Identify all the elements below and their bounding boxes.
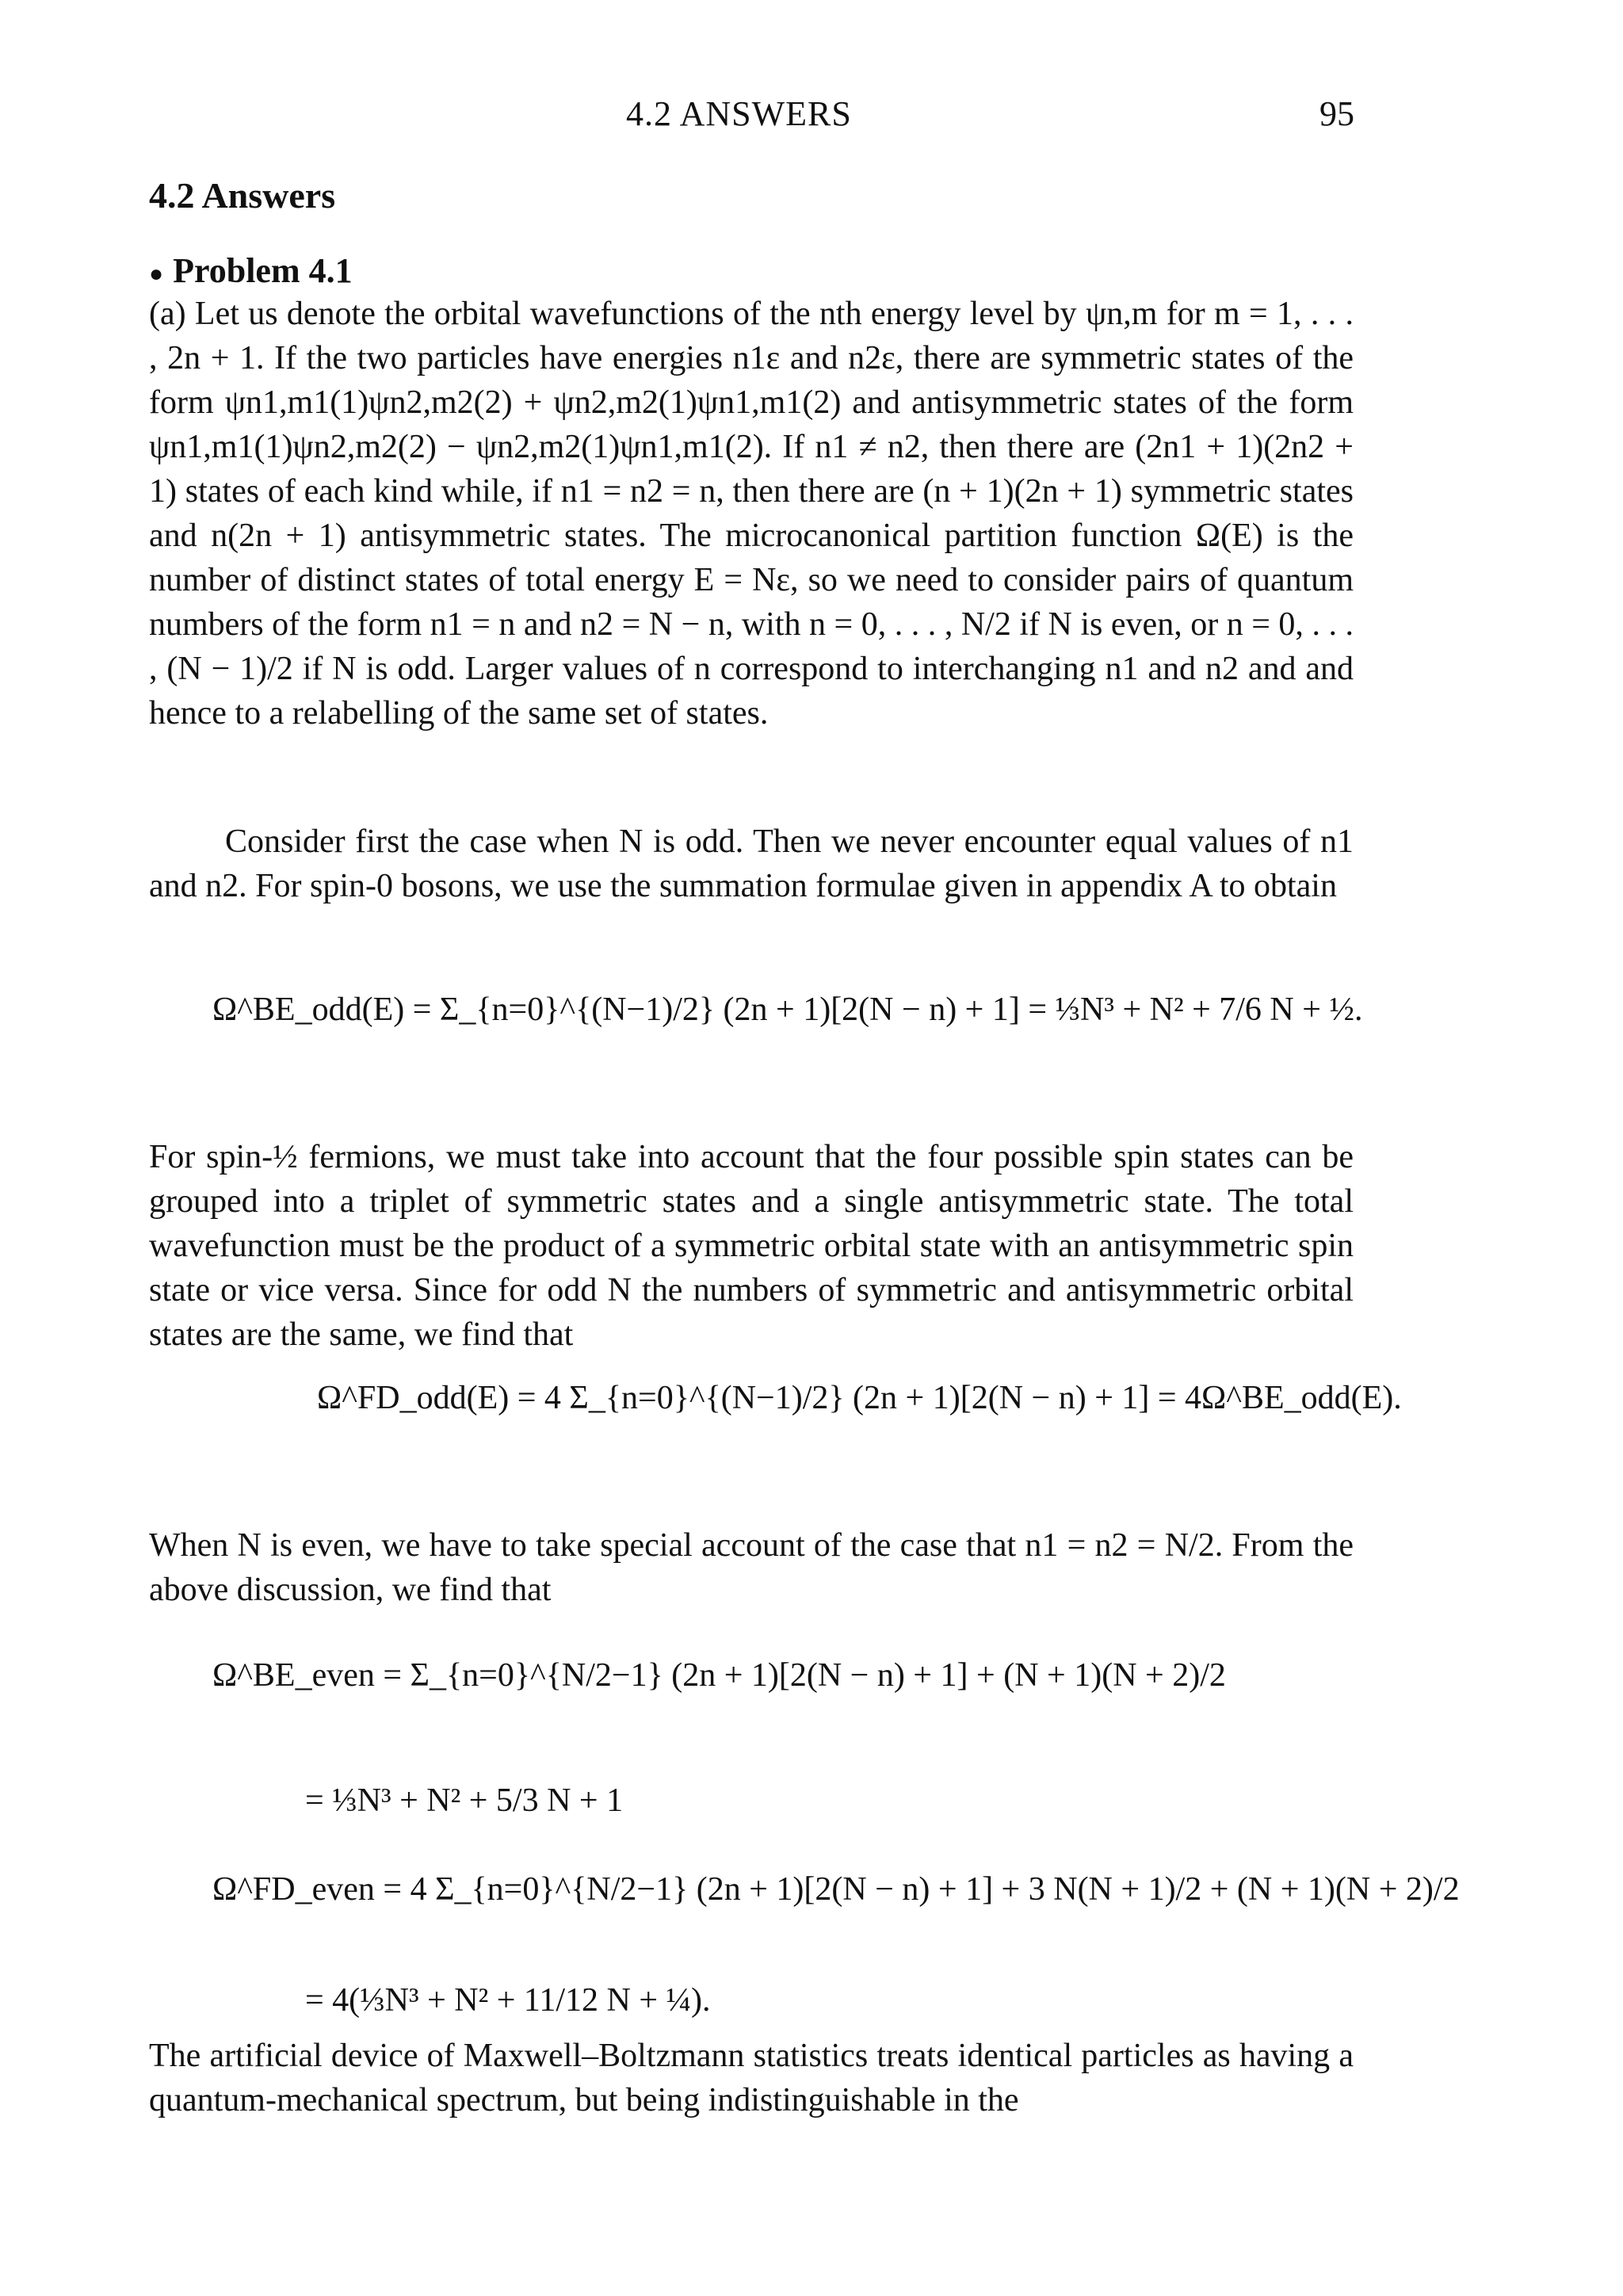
equation-fd-odd: Ω^FD_odd(E) = 4 Σ_{n=0}^{(N−1)/2} (2n + 1)[2(N − n) + 1] = 4Ω^BE_odd(E). bbox=[317, 1380, 1402, 1416]
equation-be-even-result: = ⅓N³ + N² + 5/3 N + 1 bbox=[305, 1782, 624, 1819]
problem-label: Problem 4.1 bbox=[173, 251, 353, 290]
paragraph-even-case: When N is even, we have to take special account of the case that n1 = n2 = N/2. From the above discussion, we find that bbox=[149, 1527, 1354, 1608]
paragraph-intro: (a) Let us denote the orbital wavefunctions of the nth energy level by ψn,m for m = 1, . . . , 2n + 1. If the two particles have energies n1ε and n2ε, there are symmetric states of the form ψn1,m1(1)ψn2,m2(2) + ψn2,m2(1)ψn1,m1(2) and antisymmetric states of the form ψn1,m1(1)ψn2,m2(2) − ψn2,m2(1)ψn1,m1(2). If n1 ≠ n2, then there are (2n1 + 1)(2n2 + 1) states of each kind while, if n1 = n2 = n, then there are (n + 1)(2n + 1) symmetric states and n(2n + 1) antisymmetric states. The microcanonical partition function Ω(E) is the number of distinct states of total energy E = Nε, so we need to consider pairs of quantum numbers of the form n1 = n and n2 = N − n, with n = 0, . . . , N/2 if N is even, or n = 0, . . . , (N − 1)/2 if N is odd. Larger values of n correspond to interchanging n1 and n2 and and hence to a relabelling of the same set of states. bbox=[149, 296, 1354, 732]
equation-fd-even: Ω^FD_even = 4 Σ_{n=0}^{N/2−1} (2n + 1)[2(N − n) + 1] + 3 N(N + 1)/2 + (N + 1)(N + 2)/2 bbox=[212, 1871, 1460, 1908]
bullet-icon: ● bbox=[149, 260, 164, 287]
equation-fd-even-result: = 4(⅓N³ + N² + 11/12 N + ¼). bbox=[305, 1982, 711, 2019]
equation-be-even: Ω^BE_even = Σ_{n=0}^{N/2−1} (2n + 1)[2(N − n) + 1] + (N + 1)(N + 2)/2 bbox=[212, 1657, 1226, 1694]
section-title: 4.2 Answers bbox=[149, 175, 336, 216]
paragraph-fermions: For spin-½ fermions, we must take into account that the four possible spin states can be grouped into a triplet of symmetric states and a single antisymmetric state. The total wavefunction must be the product of a symmetric orbital state with an antisymmetric spin state or vice versa. Since for odd N the numbers of symmetric and antisymmetric orbital states are the same, we find that bbox=[149, 1139, 1354, 1353]
page-number: 95 bbox=[1319, 94, 1354, 133]
running-title: 4.2 ANSWERS bbox=[626, 94, 852, 133]
equation-be-odd: Ω^BE_odd(E) = Σ_{n=0}^{(N−1)/2} (2n + 1)[2(N − n) + 1] = ⅓N³ + N² + 7/6 N + ½. bbox=[212, 991, 1363, 1028]
paragraph-maxwell-boltzmann: The artificial device of Maxwell–Boltzmann statistics treats identical particles as having a quantum-mechanical spectrum, but being indistinguishable in the bbox=[149, 2038, 1354, 2118]
problem-heading bbox=[149, 250, 353, 291]
paragraph-odd-case: Consider first the case when N is odd. Then we never encounter equal values of n1 and n2. For spin-0 bosons, we use the summation formulae given in appendix A to obtain bbox=[149, 823, 1354, 904]
